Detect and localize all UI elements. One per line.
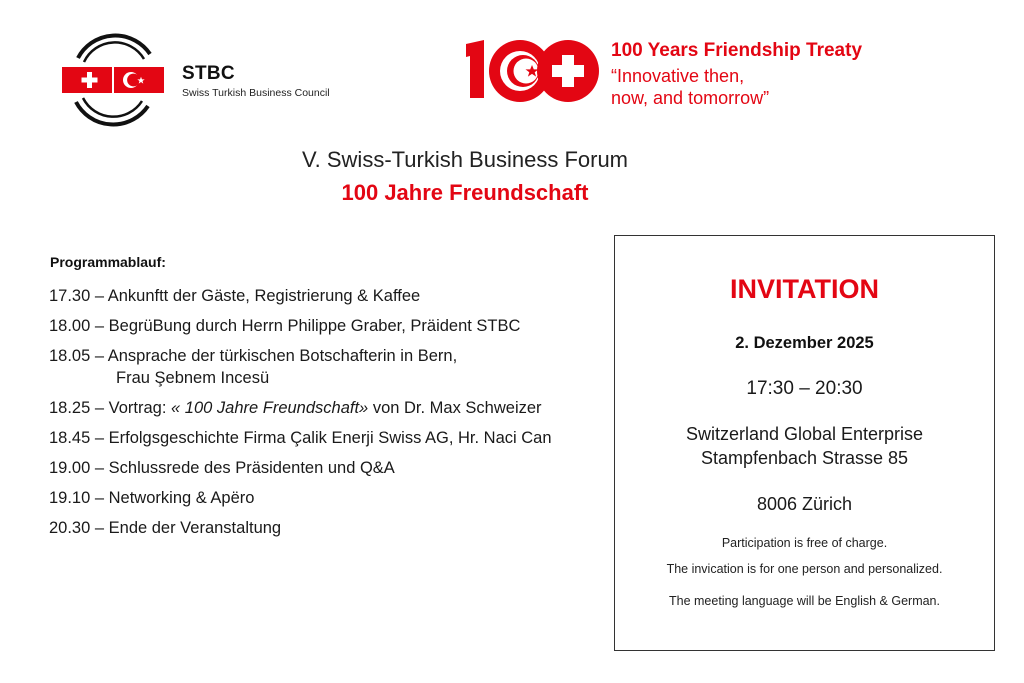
program-item xyxy=(49,285,609,307)
stbc-short-name: STBC xyxy=(182,63,235,84)
stbc-full-name: Swiss Turkish Business Council xyxy=(182,87,330,99)
program-item xyxy=(49,517,609,539)
program-item-text: 20.30 – Ende der Veranstaltung xyxy=(49,519,282,537)
program-item-text: 18.45 – Erfolgsgeschichte Firma Çalik Enerji Swiss AG, Hr. Naci Can xyxy=(49,429,552,447)
invitation-venue-street: Stampfenbach Strasse 85 xyxy=(700,448,909,468)
program-list xyxy=(49,285,609,547)
program-heading: Programmablauf: xyxy=(50,254,166,270)
program-item xyxy=(49,427,609,449)
invitation-time: 17:30 – 20:30 xyxy=(746,378,863,399)
forum-title: V. Swiss-Turkish Business Forum xyxy=(301,147,628,172)
treaty-quote xyxy=(611,65,871,109)
program-item xyxy=(49,345,609,389)
stbc-logo-icon xyxy=(58,32,168,128)
treaty-quote-line-1: “Innovative then, xyxy=(611,66,745,86)
treaty-quote-line-2: now, and tomorrow” xyxy=(611,88,770,108)
program-item-speaker: von Dr. Max Schweizer xyxy=(368,399,542,417)
invitation-note-personal: The invication is for one person and personalized. xyxy=(666,562,943,576)
program-item xyxy=(49,487,609,509)
program-item-text: 18.00 – BegrüBung durch Herrn Philippe Graber, Präident STBC xyxy=(49,317,521,335)
program-item-text: 19.00 – Schlussrede des Präsidenten und Q&A xyxy=(49,459,395,477)
invitation-note-language: The meeting language will be English & German. xyxy=(669,594,940,608)
program-item-text: 18.25 – Vortrag: xyxy=(49,399,172,417)
invitation-venue-name: Switzerland Global Enterprise xyxy=(685,424,924,444)
program-item-text: 19.10 – Networking & Apëro xyxy=(49,489,255,507)
forum-subtitle: 100 Jahre Freundschaft xyxy=(341,180,589,205)
invitation-venue xyxy=(615,422,994,470)
program-item-text: 17.30 – Ankunftt der Gäste, Registrierung & Kaffee xyxy=(49,287,421,305)
treaty-title: 100 Years Friendship Treaty xyxy=(611,40,863,61)
program-item-continuation: Frau Şebnem Incesü xyxy=(116,369,270,387)
program-item-talk-title: « 100 Jahre Freundschaft» xyxy=(171,399,369,417)
invitation-city: 8006 Zürich xyxy=(756,494,853,514)
program-item xyxy=(49,397,609,419)
invitation-title: INVITATION xyxy=(730,274,879,304)
invitation-date: 2. Dezember 2025 xyxy=(735,334,874,352)
program-item-text: 18.05 – Ansprache der türkischen Botschafterin in Bern, xyxy=(49,347,458,365)
program-item xyxy=(49,315,609,337)
invitation-box xyxy=(614,235,995,651)
program-item xyxy=(49,457,609,479)
invitation-note-free: Participation is free of charge. xyxy=(721,536,888,550)
centenary-100-logo-icon xyxy=(462,36,602,106)
